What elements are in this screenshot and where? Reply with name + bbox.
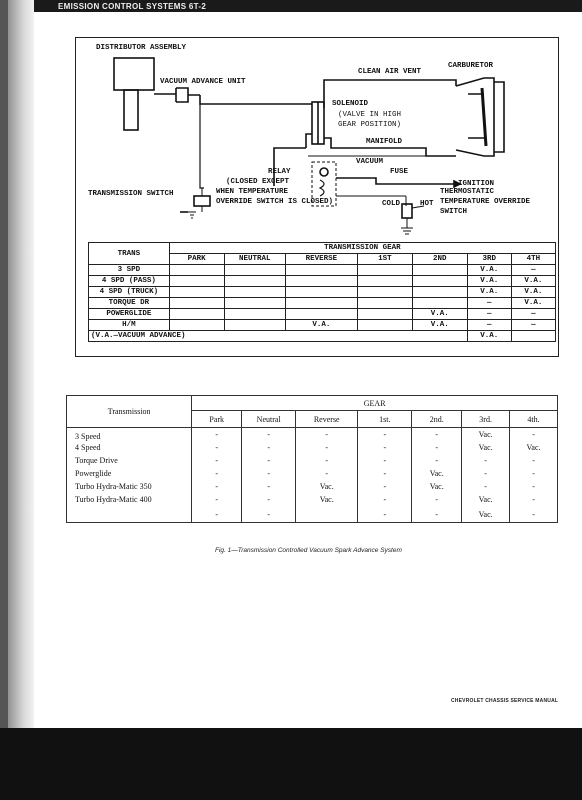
t1-cell: V.A. [285,320,357,331]
t1-row [89,287,556,298]
t1-cell [511,331,555,342]
t2-row [67,467,558,480]
t1-col-2nd: 2ND [412,254,467,265]
label-vacuum: VACUUM [356,158,384,166]
t2-cell: - [242,480,296,493]
t1-cell [285,276,357,287]
t1-row-name: TORQUE DR [89,298,170,309]
t1-cell [169,265,224,276]
t1-cell [285,298,357,309]
label-hot: HOT [420,200,434,208]
t1-row [89,309,556,320]
t1-cell [169,320,224,331]
distributor-shaft [124,90,138,130]
t2-cell: - [192,506,242,523]
t2-cell: - [358,454,412,467]
t2-cell: - [412,493,462,506]
t2-cell: - [510,493,558,506]
t2-cell: - [412,454,462,467]
label-thermostatic-1: THERMOSTATIC [440,188,495,196]
t2-cell: - [296,467,358,480]
t1-cell [224,320,285,331]
t2-cell: - [242,493,296,506]
t1-row-name: 4 SPD (PASS) [89,276,170,287]
t2-cell: Vac. [510,441,558,454]
label-relay-note-1: (CLOSED EXCEPT [226,178,290,186]
t1-cell: V.A. [467,331,511,342]
t1-cell: V.A. [412,320,467,331]
t2-cell: - [192,480,242,493]
t2-cell: - [412,506,462,523]
t2-row [67,506,558,523]
t2-cell: Vac. [296,480,358,493]
t2-cell: - [242,467,296,480]
transmission-gear-table [88,242,556,342]
label-relay-note-3: OVERRIDE SWITCH IS CLOSED) [216,198,334,206]
label-solenoid-note-2: GEAR POSITION) [338,121,402,129]
t2-col-park: Park [192,411,242,428]
label-manifold: MANIFOLD [366,138,403,146]
label-relay: RELAY [268,168,291,176]
label-solenoid: SOLENOID [332,100,369,108]
t2-cell: Vac. [412,467,462,480]
t1-cell [169,309,224,320]
t1-cell: — [511,320,555,331]
t2-cell: - [192,493,242,506]
page-footer: CHEVROLET CHASSIS SERVICE MANUAL [451,698,559,704]
t2-cell: - [242,441,296,454]
t2-row-name [67,506,192,523]
t1-cell: V.A. [467,265,511,276]
t2-cell: - [192,454,242,467]
t1-row-name: 3 SPD [89,265,170,276]
label-solenoid-note-1: (VALVE IN HIGH [338,111,402,119]
t1-group-header: TRANSMISSION GEAR [169,243,555,254]
distributor-body [114,58,154,90]
t1-row [89,320,556,331]
t2-cell: Vac. [462,493,510,506]
t2-col-neutral: Neutral [242,411,296,428]
t2-row-name: 3 Speed [67,428,192,442]
t1-cell [224,265,285,276]
label-fuse: FUSE [390,168,409,176]
t2-cell: - [510,467,558,480]
t1-row-name: POWERGLIDE [89,309,170,320]
t1-cell [224,298,285,309]
figure-caption: Fig. 1—Transmission Controlled Vacuum Spark Advance System [215,547,402,554]
t2-cell: Vac. [462,506,510,523]
t1-cell: — [467,320,511,331]
t2-row [67,480,558,493]
t1-cell [412,265,467,276]
t1-row-name: 4 SPD (TRUCK) [89,287,170,298]
gear-table [66,395,558,523]
t2-col-3rd: 3rd. [462,411,510,428]
t2-cell: - [510,428,558,442]
t2-cell: - [358,506,412,523]
t1-row [89,265,556,276]
t1-cell [169,298,224,309]
t1-col-3rd: 3RD [467,254,511,265]
t2-row-name: Turbo Hydra-Matic 400 [67,493,192,506]
t1-header-trans: TRANS [89,243,170,265]
t2-cell: - [242,428,296,442]
t1-cell [169,276,224,287]
t2-group-header: GEAR [192,396,558,411]
t2-cell: - [358,428,412,442]
t2-cell: - [412,428,462,442]
t2-row [67,428,558,442]
t2-cell: - [192,441,242,454]
t2-cell [296,506,358,523]
t2-col-1st: 1st. [358,411,412,428]
t1-cell: V.A. [467,287,511,298]
t2-cell: - [296,428,358,442]
t2-cell: - [296,441,358,454]
label-cold: COLD [382,200,401,208]
label-carburetor: CARBURETOR [448,62,494,70]
t1-cell: — [511,309,555,320]
label-thermostatic-3: SWITCH [440,208,468,216]
t1-col-reverse: REVERSE [285,254,357,265]
t2-cell: - [358,441,412,454]
t1-cell [412,298,467,309]
t1-cell: V.A. [511,298,555,309]
t1-cell [357,309,412,320]
thermostatic-switch [402,204,412,218]
t2-cell: Vac. [412,480,462,493]
t2-cell: - [510,506,558,523]
t2-cell: - [412,441,462,454]
t1-footnote-row [89,331,556,342]
t1-col-4th: 4TH [511,254,555,265]
t2-header-transmission: Transmission [67,396,192,428]
t1-row [89,276,556,287]
t1-cell [357,320,412,331]
t2-cell: - [192,467,242,480]
t1-cell [357,276,412,287]
t1-cell: V.A. [467,276,511,287]
t1-cell [412,276,467,287]
t2-cell: - [358,467,412,480]
wiring-diagram [75,37,559,357]
t1-cell [285,287,357,298]
advance-hose [200,95,312,104]
t2-row [67,493,558,506]
t2-row-name: 4 Speed [67,441,192,454]
ignition-wire [336,178,454,184]
carburetor-body [456,78,494,156]
t1-row-name: H/M [89,320,170,331]
t2-cell: - [296,454,358,467]
t2-row-name: Powerglide [67,467,192,480]
t1-cell: — [467,298,511,309]
t1-cell: — [511,265,555,276]
t2-cell: - [192,428,242,442]
t2-row [67,441,558,454]
t2-cell: - [242,506,296,523]
t1-cell: — [467,309,511,320]
t1-cell: V.A. [511,287,555,298]
t2-col-2nd: 2nd. [412,411,462,428]
t2-row-name: Torque Drive [67,454,192,467]
label-vacuum-advance-unit: VACUUM ADVANCE UNIT [160,78,246,86]
t1-cell [285,265,357,276]
t2-row-name: Turbo Hydra-Matic 350 [67,480,192,493]
t2-cell: - [510,454,558,467]
t1-cell [224,276,285,287]
t2-cell: Vac. [462,428,510,442]
t1-cell: V.A. [412,309,467,320]
t1-cell [285,309,357,320]
t1-cell [169,287,224,298]
scan-edge-bottom [0,728,582,800]
t1-cell: V.A. [511,276,555,287]
t1-footnote: (V.A.—VACUUM ADVANCE) [89,331,468,342]
t1-cell [357,265,412,276]
label-clean-air-vent: CLEAN AIR VENT [358,68,422,76]
t2-row [67,454,558,467]
t2-cell: - [510,480,558,493]
label-thermostatic-2: TEMPERATURE OVERRIDE [440,198,531,206]
vacuum-advance-unit [154,88,200,102]
t1-col-1st: 1ST [357,254,412,265]
page-header: EMISSION CONTROL SYSTEMS 6T-2 [58,2,207,11]
t2-col-reverse: Reverse [296,411,358,428]
t2-cell: - [462,480,510,493]
t2-cell: - [358,480,412,493]
t2-cell: Vac. [462,441,510,454]
t1-cell [224,309,285,320]
label-ignition: IGNITION [458,180,495,188]
t1-cell [224,287,285,298]
t1-cell [412,287,467,298]
t1-cell [357,287,412,298]
t1-col-neutral: NEUTRAL [224,254,285,265]
t1-cell [357,298,412,309]
t1-row [89,298,556,309]
scan-edge-left-dark [0,0,8,800]
t1-col-park: PARK [169,254,224,265]
t2-cell: - [242,454,296,467]
transmission-switch [194,196,210,206]
t2-col-4th: 4th. [510,411,558,428]
t2-cell: - [462,454,510,467]
t2-cell: - [462,467,510,480]
label-transmission-switch: TRANSMISSION SWITCH [88,190,174,198]
t2-cell: - [358,493,412,506]
t2-cell: Vac. [296,493,358,506]
label-distributor: DISTRIBUTOR ASSEMBLY [96,44,187,52]
label-relay-note-2: WHEN TEMPERATURE [216,188,289,196]
